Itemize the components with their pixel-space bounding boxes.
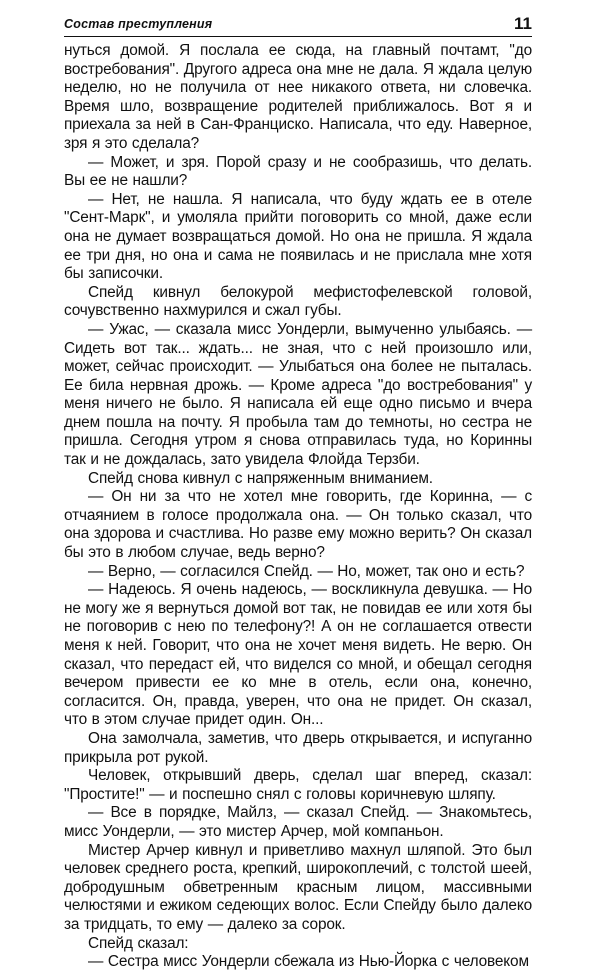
paragraph-13: Мистер Арчер кивнул и приветливо махнул шляпой. Это был человек среднего роста, крепкий, широкоплечий, с толстой шеей, добродушным обветренным красным лицом, массивными челюстями и ежиком седеющих волос. Если Спейду было далеко за тридцать, то ему — далеко за сорок. [64, 841, 532, 933]
header-title: Состав преступления [64, 17, 213, 31]
page-number: 11 [514, 14, 532, 33]
paragraph-1: нуться домой. Я послала ее сюда, на главный почтамт, "до востребования". Другого адреса она мне не дала. Я ждала целую неделю, но не получила от нее никакого ответа, ни словечка. Время шло, возвращение родителей приближалось. Вот я и приехала за ней в Сан-Франциско. Написала, что еду. Наверное, зря я это сделала? [64, 42, 532, 152]
paragraph-15: — Сестра мисс Уондерли сбежала из Нью-Йорка с человеком [88, 953, 529, 971]
header-rule [64, 36, 532, 37]
paragraph-8: — Верно, — согласился Спейд. — Но, может, так оно и есть? [88, 562, 525, 580]
paragraph-10: Она замолчала, заметив, что дверь открывается, и испуганно прикрыла рот рукой. [64, 729, 532, 766]
paragraph-2: — Может, и зря. Порой сразу и не сообразишь, что делать. Вы ее не нашли? [64, 153, 532, 190]
paragraph-14: Спейд сказал: [88, 934, 189, 952]
paragraph-3: — Нет, не нашла. Я написала, что буду ждать ее в отеле "Сент-Марк", и умоляла прийти поговорить со мной, даже если она не думает возвращаться домой. Но она не пришла. Я ждала ее три дня, но она и сама не появилась и не прислала мне хотя бы записочки. [64, 190, 532, 283]
paragraph-6: Спейд снова кивнул с напряженным вниманием. [88, 469, 433, 487]
paragraph-11: Человек, открывший дверь, сделал шаг вперед, сказал: "Простите!" — и поспешно снял с головы коричневую шляпу. [64, 767, 532, 803]
body-text [64, 42, 532, 972]
paragraph-5: — Ужас, — сказала мисс Уондерли, вымученно улыбаясь. — Сидеть вот так... ждать... не зная, что с ней произошло или, может, сейчас происходит. — Улыбаться она более не пыталась. Ее била нервная дрожь. — Кроме адреса "до востребования" у меня ничего не было. Я написала ей еще одно письмо и вчера днем пошла на почту. Я пробыла там до темноты, но сестра не пришла. Сегодня утром я снова отправилась туда, но Коринны так и не дождалась, зато увидела Флойда Терзби. [64, 320, 532, 469]
paragraph-7: — Он ни за что не хотел мне говорить, где Коринна, — с отчаянием в голосе продолжала она. — Он только сказал, что она здорова и счастлива. Но разве ему можно верить? Он сказал бы это в любом случае, ведь верно? [64, 488, 532, 562]
running-header [64, 14, 532, 40]
paragraph-9: — Надеюсь. Я очень надеюсь, — воскликнула девушка. — Но не могу же я вернуться домой вот так, не повидав ее или хотя бы не поговорив с нею по телефону?! А он не соглашается отвести меня к ней. Говорит, что она не хочет меня видеть. Не верю. Он сказал, что передаст ей, что виделся со мной, и обещал сегодня вечером привести ее ко мне в отель, если она, конечно, согласится. Он, правда, уверен, что она не придет. Он сказал, что в этом случае придет один. Он... [64, 581, 532, 729]
paragraph-12: — Все в порядке, Майлз, — сказал Спейд. — Знакомьтесь, мисс Уондерли, — это мистер Арчер, мой компаньон. [64, 804, 532, 840]
paragraph-4: Спейд кивнул белокурой мефистофелевской головой, сочувственно нахмурился и сжал губы. [64, 283, 532, 320]
